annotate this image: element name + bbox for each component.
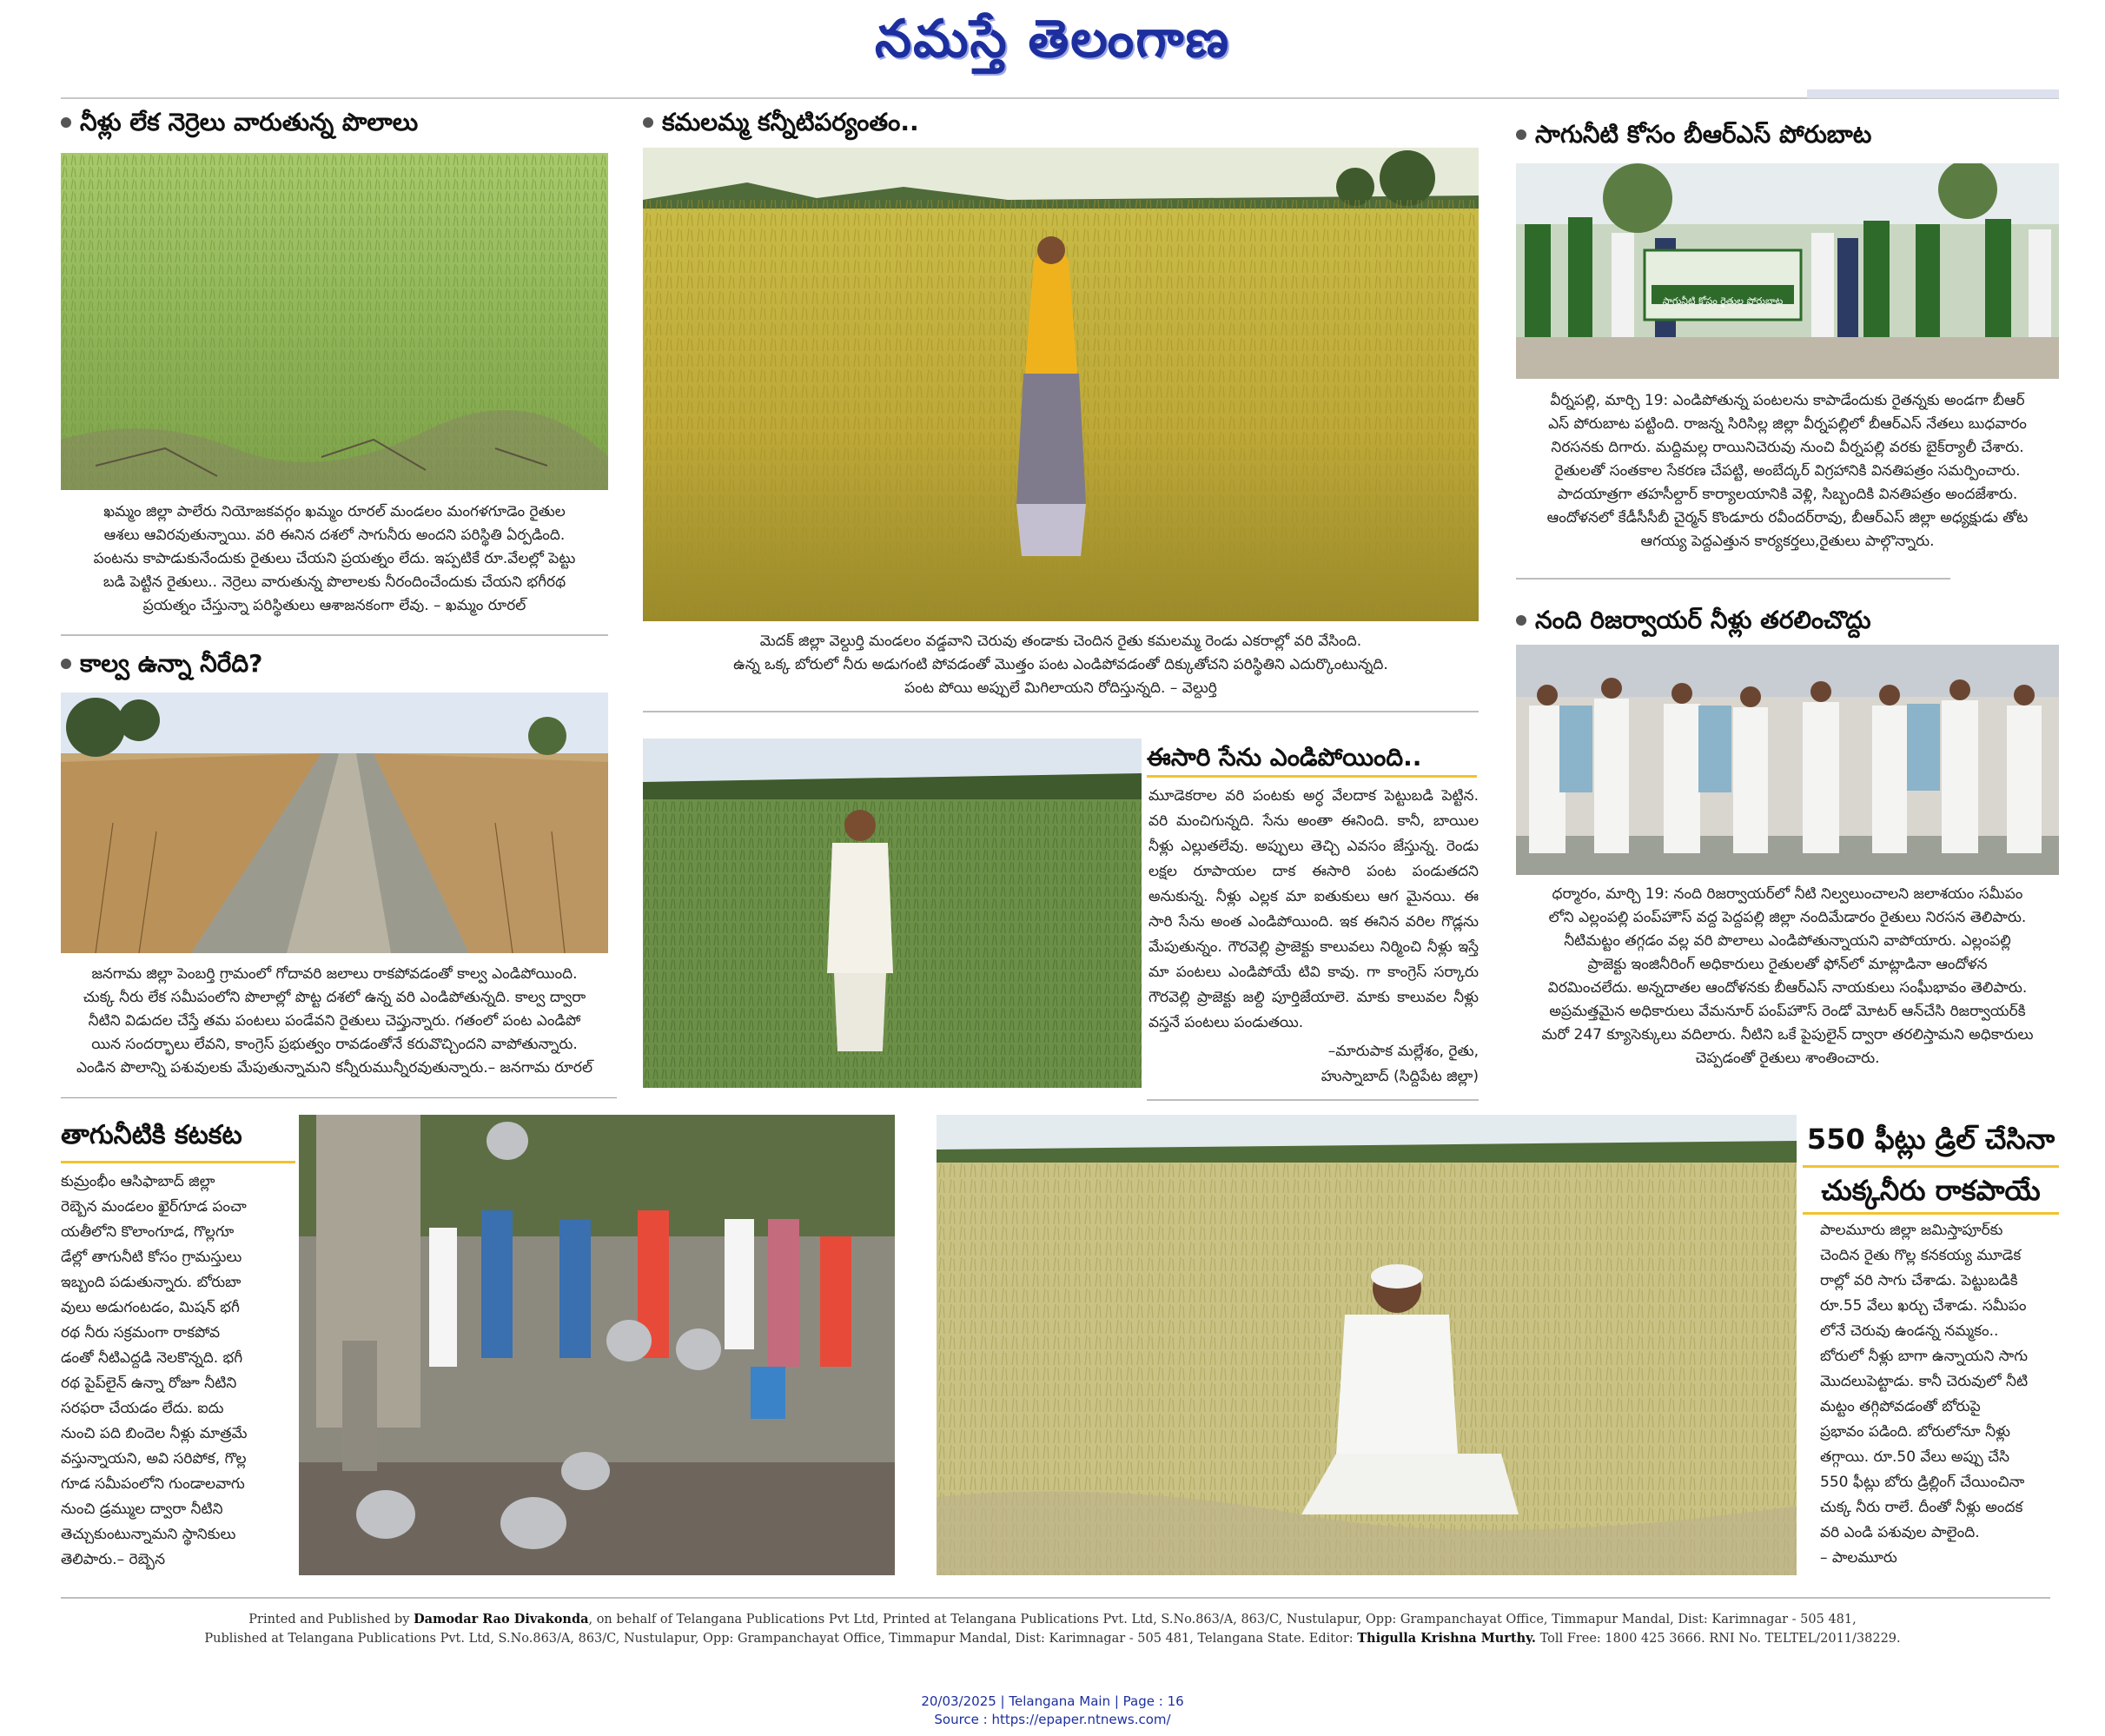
headline-text: నీళ్లు లేక నెర్రెలు వారుతున్న పొలాలు — [80, 108, 419, 136]
photo-cracked-paddy-field — [61, 153, 608, 490]
bullet-icon — [1516, 615, 1526, 626]
divider — [61, 634, 608, 636]
story-body: కుమ్రంభీం ఆసిఫాబాద్ జిల్లా రెబ్బెన మండలం ఖైర్‌గూడ పంచా యతీలోని కొలాంగూడ, గొల్లగూ డేల్లో తాగునీటి కోసం గ్రామస్తులు ఇబ్బంది పడుతున్నారు. బోరుబా వులు అడుగంటడం, మిషన్ భగీ రథ నీరు సక్రమంగా రాకపోవ డంతో నీటిఎద్దడి నెలకొన్నది. భగీ రథ పైప్‌లైన్ ఉన్నా రోజూ నీటిని సరఫరా చేయడం లేదు. ఐదు నుంచి పది బిందెల నీళ్లు మాత్రమే వస్తున్నాయని, అవి సరిపోక, గొల్ల గూడ సమీపంలోని గుండాలవాగు నుంచి డ్రమ్ముల ద్వారా నీటిని తెచ్చుకుంటున్నామని స్థానికులు తెలిపారు.– రెబ్బెన — [61, 1173, 248, 1568]
story-caption: వీర్నపల్లి, మార్చి 19: ఎండిపోతున్న పంటలను కాపాడేందుకు రైతన్నకు అండగా బీఆర్ ఎస్ పోరుబాట పట్టింది. రాజన్న సిరిసిల్ల జిల్లా వీర్నపల్లిలో బీఆర్ఎస్ నేతలు బుధవారం నిరసనకు దిగారు. మద్దిమల్ల రాయినిచెరువు నుంచి వీర్నపల్లి వరకు బైక్‌ర్యాలీ చేశారు. రైతులతో సంతకాల సేకరణ చేపట్టి, అంబేద్కర్ విగ్రహానికి వినతిపత్రం సమర్పించారు. పాదయాత్రగా తహసీల్దార్ కార్యాలయానికి వెళ్లి, సిబ్బందికి వినతిపత్రం అందజేశారు. ఆందోళనలో కేడీసీసీబీ చైర్మన్ కొండూరు రవీందర్‌రావు, బీఆర్ఎస్ జిల్లా అధ్యక్షుడు తోట ఆగయ్య పెద్దఎత్తున కార్యకర్తలు,రైతులు పాల్గొన్నారు. — [1546, 392, 2029, 550]
source-link[interactable]: Source : https://epaper.ntnews.com/ — [934, 1712, 1171, 1727]
story-headline — [61, 647, 608, 680]
divider — [643, 711, 1479, 712]
story-headline — [61, 1119, 295, 1152]
story-nandi-reservoir — [1516, 604, 2055, 637]
accent-rule — [61, 1161, 295, 1163]
photo-protest-rally — [1516, 163, 2059, 379]
story-headline — [643, 106, 1477, 139]
divider — [1147, 1099, 1479, 1101]
newspaper-logo: నమస్తే తెలంగాణ — [874, 9, 1231, 70]
story-headline — [1516, 118, 2055, 151]
divider — [61, 1097, 617, 1098]
story-caption: మెదక్ జిల్లా వెల్దుర్తి మండలం వడ్డవాని చెరువు తండాకు చెందిన రైతు కమలమ్మ రెండు ఎకరాల్లో వరి వేసింది. ఉన్న ఒక్క బోరులో నీరు అడుగంటి పోవడంతో మొత్తం పంట ఎండిపోవడంతో దిక్కుతోచని పరిస్థితిని ఎదుర్కొంటున్నది. పంట పోయి అప్పులే మిగిలాయని రోదిస్తున్నది. – వెల్దుర్తి — [733, 633, 1388, 697]
story-caption: ధర్మారం, మార్చి 19: నంది రిజర్వాయర్‌లో నీటి నిల్వలుంచాలని జలాశయం సమీపం లోని ఎల్లంపల్లి పంప్‌హౌస్ వద్ద పెద్దపల్లి జిల్లా నందిమేడారం రైతులు నిరసన తెలిపారు. నీటిమట్టం తగ్గడం వల్ల వరి పొలాలు ఎండిపోతున్నాయని వాపోయారు. ఎల్లంపల్లి ప్రాజెక్టు ఇంజినీరింగ్ అధికారులు రైతులతో ఫోన్‌లో మాట్లాడినా ఆందోళన విరమించలేదు. అన్నదాతల ఆందోళనకు బీఆర్ఎస్ నాయకులు సంఘీభావం తెలిపారు. అప్రమత్తమైన అధికారులు వేమనూర్ పంప్‌హౌస్ రెండో మోటర్ ఆన్‌చేసి రిజర్వాయర్‌కి మరో 247 క్యూసెక్కులు వదిలారు. నీటిని ఒకే పైపులైన్ ద్వారా తరలిస్తామని అధికారులు చెప్పడంతో రైతులు శాంతించారు. — [1541, 885, 2034, 1067]
photo-women-with-pots — [299, 1115, 895, 1575]
corner-bar — [1807, 89, 2059, 98]
story-credit: –మారుపాక మల్లేశం, రైతు, హుస్నాబాద్ (సిద్దిపేట జిల్లా) — [1321, 1043, 1479, 1085]
story-kamalamma — [643, 106, 1477, 139]
story-caption: ఖమ్మం జిల్లా పాలేరు నియోజకవర్గం ఖమ్మం రూరల్ మండలం మంగళగూడెం రైతుల ఆశలు ఆవిరవుతున్నాయి. వరి ఈనిన దశలో సాగునీరు అందని పరిస్థితి ఏర్పడింది. పంటను కాపాడుకునేందుకు రైతులు చేయని ప్రయత్నం లేదు. ఇప్పటికే రూ.వేలల్లో పెట్టు బడి పెట్టిన రైతులు.. నెర్రెలు వారుతున్న పొలాలకు నీరందించేందుకు చేయని భగీరథ ప్రయత్నం చేస్తున్నా పరిస్థితులు ఆశాజనకంగా లేవు. – ఖమ్మం రూరల్ — [93, 503, 576, 614]
accent-rule — [1803, 1212, 2059, 1215]
bullet-icon — [61, 117, 71, 128]
story-brs-protest — [1516, 118, 2055, 151]
photo-farmers-group — [1516, 645, 2059, 875]
accent-rule — [1147, 775, 1477, 778]
photo-farmer-sitting-in-dry-field — [937, 1115, 1797, 1575]
imprint — [156, 1610, 1949, 1648]
masthead — [0, 9, 2105, 82]
photo-farmer-in-yellow-field — [643, 148, 1479, 621]
headline-text: కమలమ్మ కన్నీటిపర్యంతం.. — [662, 108, 919, 136]
divider — [1516, 578, 1950, 580]
story-body: పాలమూరు జిల్లా జమిస్తాపూర్‌కు చెందిన రైతు గొల్ల కనకయ్య మూడెక రాల్లో వరి సాగు చేశాడు. పెట్టుబడికి రూ.55 వేలు ఖర్చు చేశాడు. సమీపం లోనే చెరువు ఉండన్న నమ్మకం.. బోరులో నీళ్లు బాగా ఉన్నాయని సాగు మొదలుపెట్టాడు. కానీ చెరువులో నీటి మట్టం తగ్గిపోవడంతో బోరుపై ప్రభావం పడింది. బోరులోనూ నీళ్లు తగ్గాయి. రూ.50 వేలు అప్పు చేసి 550 ఫీట్లు బోరు డ్రిల్లింగ్ చేయించినా చుక్క నీరు రాలే. దీంతో నీళ్లు అందక వరి ఎండి పశువుల పాలైంది. – పాలమూరు — [1820, 1222, 2029, 1567]
headline-text: నంది రిజర్వాయర్ నీళ్లు తరలించొద్దు — [1535, 606, 1871, 634]
story-headline-drill: 550 ఫీట్లు డ్రిల్ చేసినా చుక్కనీరు రాకపాయే — [1803, 1116, 2059, 1213]
dateline — [0, 1693, 2105, 1729]
bullet-icon — [643, 117, 653, 128]
protest-banner: సాగునీటి కోసం రైతుల పోరుబాట — [1662, 295, 1784, 307]
top-divider — [61, 97, 2059, 99]
story-headline — [1147, 741, 1477, 774]
headline-text: కాల్వ ఉన్నా నీరేది? — [80, 649, 263, 678]
headline-text: తాగునీటికి కటకట — [61, 1120, 242, 1150]
bullet-icon — [1516, 129, 1526, 140]
headline-text: సాగునీటి కోసం బీఆర్ఎస్ పోరుబాట — [1535, 120, 1872, 149]
story-drinking-water — [61, 1119, 295, 1152]
story-headline — [1516, 604, 2055, 637]
imprint-line-2: Published at Telangana Publications Pvt. Ltd, S.No.863/A, 863/C, Nustulapur, Opp: Grampanchayat Office, Timmapur Mandal, Dist: Karimnagar - 505 481, Telangana State. Editor: Thigulla Krishna Murthy. Toll Free: 1800 425 3666. RNI No. TELTEL/2011/38229. — [204, 1631, 1901, 1646]
bullet-icon — [61, 659, 71, 669]
story-dry-fields — [61, 106, 608, 139]
story-crop-dried — [1147, 741, 1477, 774]
headline-text: ఈసారి సేను ఎండిపోయింది.. — [1147, 743, 1422, 772]
story-headline — [61, 106, 608, 139]
imprint-line-1: Printed and Published by Damodar Rao Divakonda, on behalf of Telangana Publications Pvt Ltd, Printed at Telangana Publications Pvt. Ltd, S.No.863/A, 863/C, Nustulapur, Opp: Grampanchayat Office, Timmapur Mandal, Dist: Karimnagar - 505 481, — [248, 1612, 1857, 1627]
story-dry-canal — [61, 647, 608, 680]
footer-divider — [61, 1597, 2050, 1599]
photo-dry-canal — [61, 692, 608, 953]
edition-info: 20/03/2025 | Telangana Main | Page : 16 — [921, 1693, 1184, 1709]
photo-farmer-dried-crop — [643, 739, 1142, 1088]
story-caption: జనగామ జిల్లా పెంబర్తి గ్రామంలో గోదావరి జలాలు రాకపోవడంతో కాల్వ ఎండిపోయింది. చుక్క నీరు లేక సమీపంలోని పొలాల్లో పొట్ట దశలో ఉన్న వరి ఎండిపోతున్నది. కాల్వ ద్వారా నీటిని విడుదల చేస్తే తమ పంటలు పండేవని రైతులు చెప్తున్నారు. గతంలో పంట ఎండిపో యిన సందర్భాలు లేవని, కాంగ్రెస్ ప్రభుత్వం రావడంతోనే కరువొచ్చిందని వాపోతున్నారు. ఎండిన పొలాన్ని పశువులకు మేపుతున్నామని కన్నీరుమున్నీరవుతున్నారు.– జనగామ రూరల్ — [76, 965, 593, 1077]
story-body: మూడెకరాల వరి పంటకు అర్ధ వేలదాక పెట్టుబడి పెట్టిన. వరి మంచిగున్నది. సేను అంతా ఈనింది. కానీ, బాయిల నీళ్లు ఎల్లుతలేవు. అప్పులు తెచ్చి ఎవసం జేస్తున్న. రెండు లక్షల రూపాయల దాక ఈసారి పంట పండుతదని అనుకున్న. నీళ్లు ఎల్లక మా ఐతుకులు ఆగ మైనయి. ఈ సారి సేను అంత ఎండిపోయింది. ఇక ఈనిన వరిల గొడ్లను మేపుతున్నం. గౌరవెల్లి ప్రాజెక్టు కాలువలు నిర్మించి నీళ్లు ఇస్తే మా పంటలు ఎండిపోయే టివి కావు. గా కాంగ్రెస్ సర్కారు గౌరవెల్లి ప్రాజెక్టు జల్ది పూర్తిజేయాలె. మాకు కాలువల నీళ్లు వస్తనే పంటలు పండుతయి. — [1148, 787, 1479, 1031]
